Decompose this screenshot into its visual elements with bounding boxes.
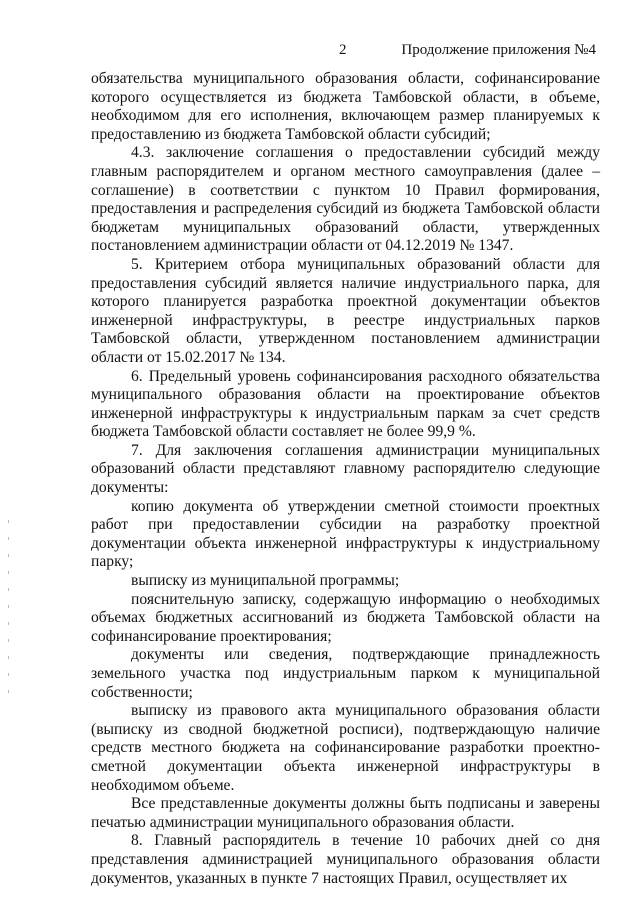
- paragraph-continuation: обязательства муниципального образования области, софинансирование которого осуществляется из бюджета Тамбовской области, в объеме, необходимом для его исполнения, включающем размер планируемых к предоставлению из бюджета Тамбовской области субсидий;: [91, 70, 600, 143]
- paragraph-6: 6. Предельный уровень софинансирования расходного обязательства муниципального образования области на проектирование объектов инженерной инфраструктуры к индустриальным паркам за счет средств бюджета Тамбовской области составляет не более 99,9 %.: [91, 367, 600, 441]
- paragraph-signature-requirement: Все представленные документы должны быть подписаны и заверены печатью администрации муниципального образования области.: [91, 795, 600, 831]
- paragraph-8: 8. Главный распорядитель в течение 10 рабочих дней со дня представления администрацией муниципального образования области документов, указанных в пункте 7 настоящих Правил, осуществляет их: [91, 832, 600, 887]
- document-body: [91, 70, 600, 888]
- list-item-explanatory-note: пояснительную записку, содержащую информацию о необходимых объемах бюджетных ассигнований из бюджета Тамбовской области на софинансирование проектирования;: [91, 590, 600, 645]
- paragraph-7: 7. Для заключения соглашения администрации муниципальных образований области представляют главному распорядителю следующие документы:: [91, 441, 600, 497]
- list-item-estimate-copy: копию документа об утверждении сметной стоимости проектных работ при предоставлении субсидии на разработку проектной документации объекта инженерной инфраструктуры к индустриальному парку;: [91, 497, 600, 571]
- binding-margin-marks: [8, 520, 10, 720]
- list-item-land-ownership: документы или сведения, подтверждающие принадлежность земельного участка под индустриальным парком к муниципальной собственности;: [91, 646, 600, 701]
- appendix-label: Продолжение приложения №4: [401, 42, 596, 58]
- paragraph-4-3: 4.3. заключение соглашения о предоставлении субсидий между главным распорядителем и органом местного самоуправления (далее – соглашение) в соответствии с пунктом 10 Правил формирования, предоставления и распределения субсидий из бюджета Тамбовской области бюджетам муниципальных образований области, утвержденных постановлением администрации области от 04.12.2019 № 1347.: [91, 144, 600, 255]
- list-item-program-extract: выписку из муниципальной программы;: [131, 572, 400, 590]
- list-item-legal-act-extract: выписку из правового акта муниципального образования области (выписку из сводной бюджетной росписи), подтверждающую наличие средств местного бюджета на софинансирование разработки проектно-сметной документации объекта инженерной инфраструктуры в необходимом объеме.: [91, 702, 600, 794]
- page-number: 2: [339, 42, 347, 58]
- page-header: [0, 42, 640, 64]
- paragraph-5: 5. Критерием отбора муниципальных образований области для предоставления субсидий является наличие индустриального парка, для которого планируется разработка проектной документации объектов инженерной инфраструктуры, в реестре индустриальных парков Тамбовской области, утвержденном постановлением администрации области от 15.02.2017 № 134.: [91, 255, 600, 366]
